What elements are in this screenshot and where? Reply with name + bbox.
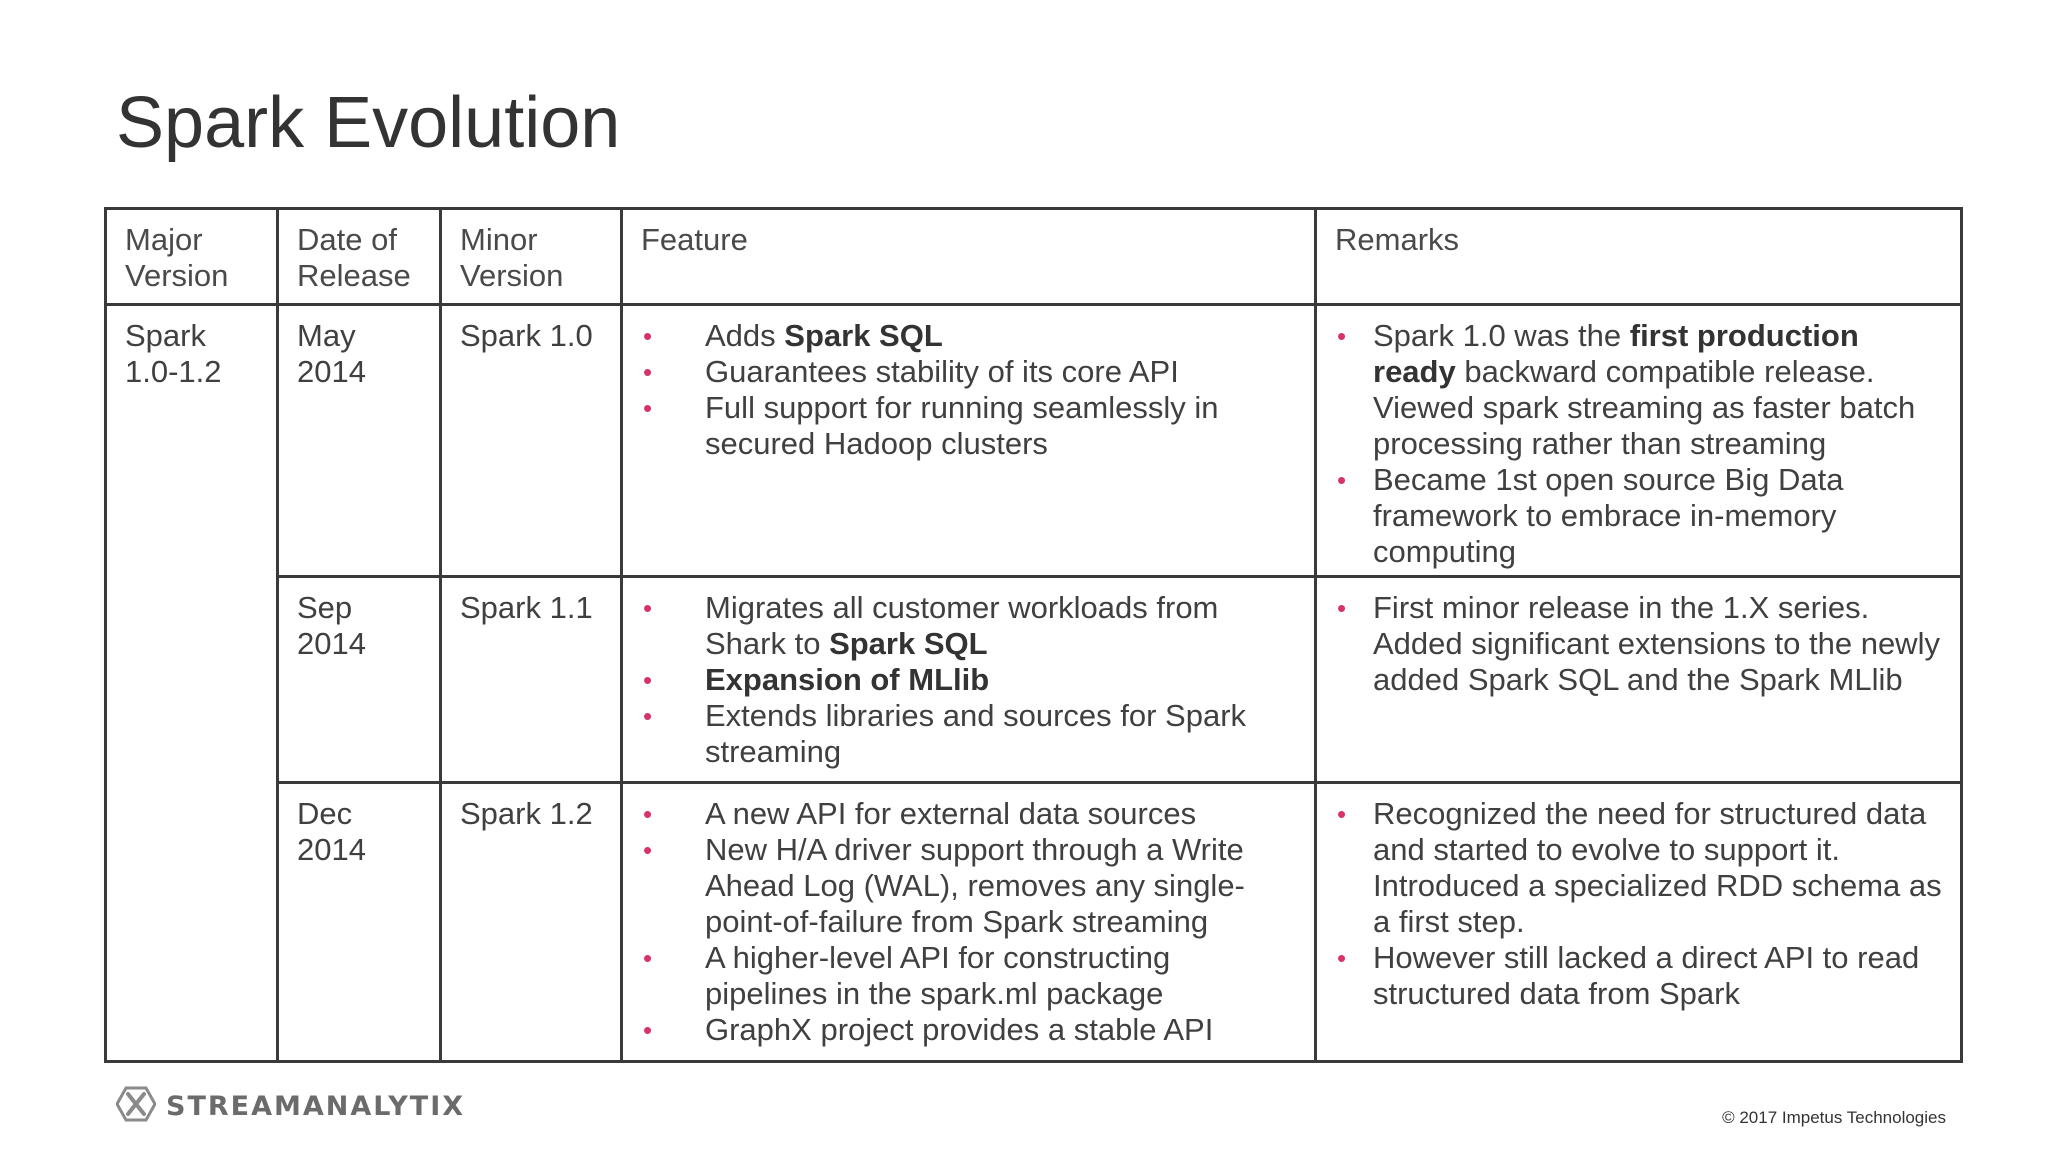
spark-evolution-table	[104, 207, 1963, 1063]
feature-text: Migrates all customer workloads from Shark to	[705, 590, 1219, 662]
remarks-cell	[1316, 782, 1962, 1061]
feature-text-bold: Spark SQL	[829, 626, 988, 662]
minor-version-cell: Spark 1.2	[441, 782, 622, 1061]
list-item	[641, 590, 1296, 662]
feature-text-bold: Spark SQL	[784, 318, 943, 354]
feature-text: Guarantees stability of its core API	[705, 354, 1179, 390]
feature-list	[641, 796, 1296, 1048]
header-feature: Feature	[622, 209, 1316, 305]
list-item	[1335, 796, 1942, 940]
feature-text: A higher-level API for constructing pipelines in the spark.ml package	[705, 939, 1171, 1011]
release-date-cell	[278, 782, 441, 1061]
feature-text-bold: Expansion of MLlib	[705, 662, 990, 698]
bullet-icon: •	[643, 593, 653, 624]
header-major-line1: Major	[125, 222, 203, 257]
list-item	[1335, 318, 1942, 462]
release-year: 2014	[297, 831, 366, 867]
release-date-cell	[278, 577, 441, 782]
list-item	[1335, 590, 1942, 698]
feature-text: Full support for running seamlessly in secured Hadoop clusters	[705, 390, 1219, 462]
list-item	[641, 1012, 1296, 1048]
list-item	[1335, 462, 1942, 570]
list-item	[641, 698, 1296, 770]
bullet-icon: •	[643, 798, 653, 829]
table-row	[106, 577, 1962, 782]
bullet-icon: •	[643, 357, 653, 388]
feature-cell	[622, 305, 1316, 577]
header-major-line2: Version	[125, 258, 229, 293]
bullet-icon: •	[1337, 465, 1347, 496]
feature-cell	[622, 577, 1316, 782]
header-minor-version	[441, 209, 622, 305]
release-month: Dec	[297, 795, 353, 831]
list-item	[1335, 940, 1942, 1012]
list-item	[641, 832, 1296, 940]
table-row	[106, 782, 1962, 1061]
remarks-list	[1335, 796, 1942, 1012]
bullet-icon: •	[1337, 593, 1347, 624]
feature-text: Adds	[705, 318, 785, 354]
bullet-icon: •	[643, 942, 653, 973]
feature-text: Extends libraries and sources for Spark streaming	[705, 698, 1247, 770]
header-major-version	[106, 209, 278, 305]
page-title: Spark Evolution	[116, 83, 621, 163]
major-version-line2: 1.0-1.2	[125, 354, 222, 390]
list-item	[641, 662, 1296, 698]
header-minor-line1: Minor	[460, 222, 538, 257]
bullet-icon: •	[643, 393, 653, 424]
list-item	[641, 796, 1296, 832]
table-row	[106, 305, 1962, 577]
release-year: 2014	[297, 354, 366, 390]
remarks-list	[1335, 318, 1942, 570]
remarks-list	[1335, 590, 1942, 698]
list-item	[641, 354, 1296, 390]
feature-list	[641, 590, 1296, 770]
remark-text: Became 1st open source Big Data framework to embrace in-memory computing	[1373, 462, 1844, 570]
bullet-icon: •	[1337, 798, 1347, 829]
release-month: May	[297, 318, 356, 354]
remark-text: First minor release in the 1.X series. Added significant extensions to the newly added Spark SQL and the Spark MLlib	[1373, 590, 1940, 698]
release-year: 2014	[297, 626, 366, 662]
remarks-cell	[1316, 305, 1962, 577]
remarks-cell	[1316, 577, 1962, 782]
header-minor-line2: Version	[460, 258, 564, 293]
remark-text: Recognized the need for structured data and started to evolve to support it. Introduced a specialized RDD schema as a first step.	[1373, 795, 1942, 939]
bullet-icon: •	[1337, 321, 1347, 352]
logo-text: STREAMANALYTIX	[166, 1091, 466, 1122]
feature-text: GraphX project provides a stable API	[705, 1011, 1214, 1047]
list-item	[641, 390, 1296, 462]
minor-version-cell: Spark 1.1	[441, 577, 622, 782]
bullet-icon: •	[643, 1014, 653, 1045]
feature-text: A new API for external data sources	[705, 795, 1197, 831]
copyright-notice: © 2017 Impetus Technologies	[1722, 1108, 1946, 1127]
feature-cell	[622, 782, 1316, 1061]
major-version-line1: Spark	[125, 318, 206, 354]
remark-text: However still lacked a direct API to read structured data from Spark	[1373, 939, 1920, 1011]
feature-text: New H/A driver support through a Write Ahead Log (WAL), removes any single-point-of-failure from Spark streaming	[705, 831, 1245, 939]
bullet-icon: •	[643, 321, 653, 352]
list-item	[641, 318, 1296, 354]
header-remarks: Remarks	[1316, 209, 1962, 305]
major-version-cell	[106, 305, 278, 1062]
remark-text: Spark 1.0 was the	[1373, 318, 1630, 354]
bullet-icon: •	[643, 701, 653, 732]
remark-text: backward compatible release. Viewed spark streaming as faster batch processing rather than streaming	[1373, 354, 1916, 462]
release-month: Sep	[297, 590, 353, 626]
header-date-line1: Date of	[297, 222, 397, 257]
bullet-icon: •	[1337, 942, 1347, 973]
streamanalytix-logo	[116, 1086, 465, 1127]
table-header-row	[106, 209, 1962, 305]
minor-version-cell: Spark 1.0	[441, 305, 622, 577]
hexagon-x-logo-icon	[116, 1086, 156, 1127]
list-item	[641, 940, 1296, 1012]
feature-list	[641, 318, 1296, 462]
release-date-cell	[278, 305, 441, 577]
header-date-of-release	[278, 209, 441, 305]
bullet-icon: •	[643, 665, 653, 696]
header-date-line2: Release	[297, 258, 411, 293]
remark-text-bold: first production ready	[1373, 318, 1859, 390]
bullet-icon: •	[643, 834, 653, 865]
